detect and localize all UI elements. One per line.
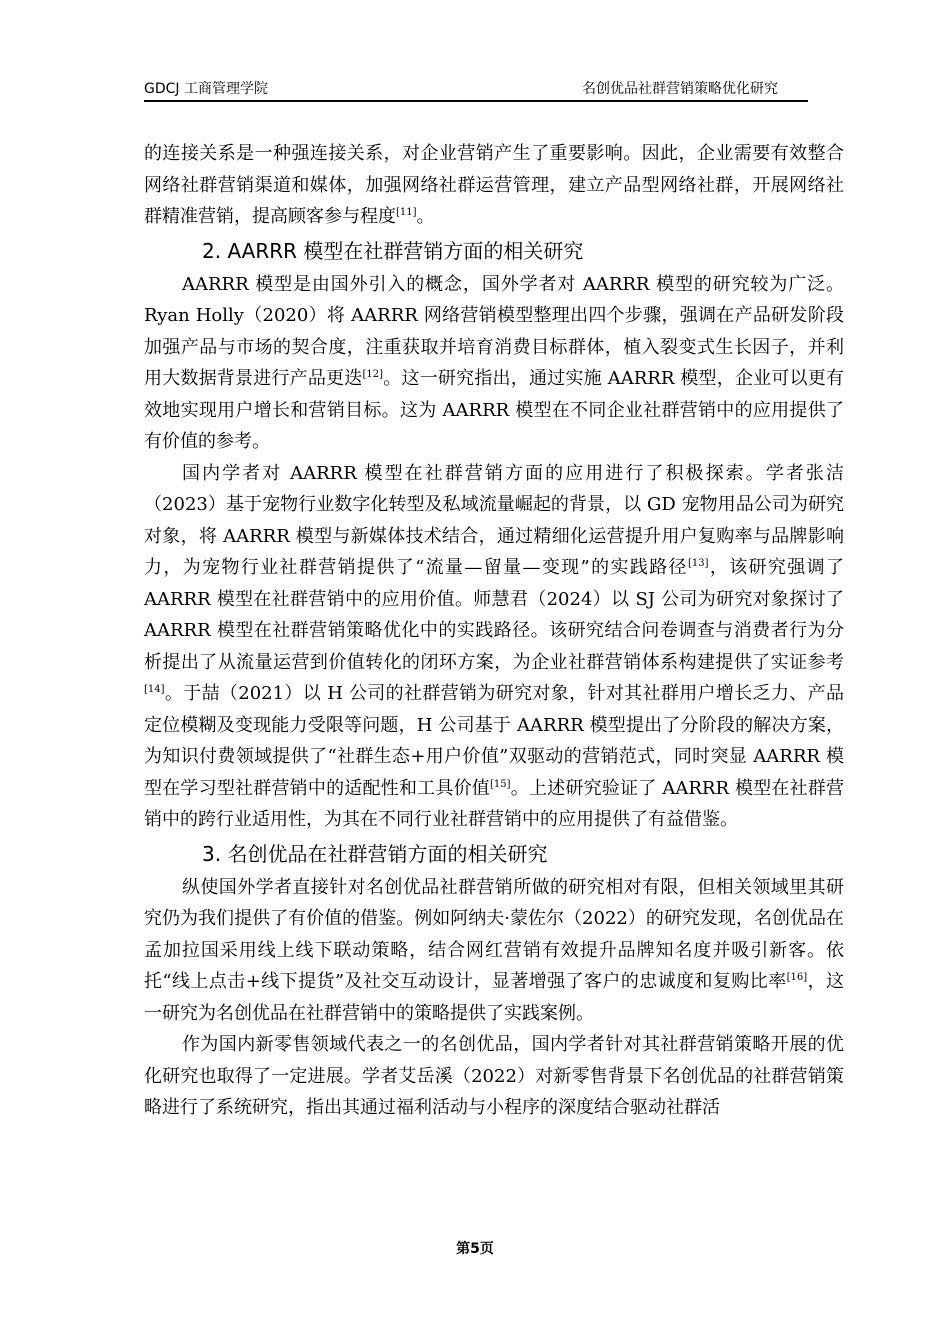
paragraph-aarrr-foreign	[144, 269, 844, 458]
citation: [13]	[687, 558, 709, 569]
paragraph-text: ，这一研究为名创优品在社群营销中的策略提供了实践案例。	[144, 971, 845, 1024]
paragraph-continuation	[144, 138, 844, 233]
paragraph-text: 。上述研究验证了 AARRR 模型在社群营销中的跨行业适用性，为其在不同行业社群营销中的应用提供了有益借鉴。	[144, 777, 844, 830]
paragraph-miniso-foreign	[144, 872, 844, 1030]
section-heading-miniso: 3. 名创优品在社群营销方面的相关研究	[202, 841, 548, 866]
citation: [12]	[362, 369, 384, 380]
header-institution: GDCJ 工商管理学院	[144, 81, 268, 97]
citation: [15]	[490, 778, 511, 790]
paragraph-miniso-domestic	[144, 1029, 844, 1124]
page-body	[144, 138, 844, 1124]
citation: [11]	[396, 207, 417, 218]
paragraph-text: 的连接关系是一种强连接关系，对企业营销产生了重要影响。因此，企业需要有效整合网络社群营销渠道和媒体，加强网络社群运营管理，建立产品型网络社群，开展网络社群精准营销，提高顾客参与程度	[144, 143, 844, 227]
section-heading-aarrr: 2. AARRR 模型在社群营销方面的相关研究	[202, 238, 584, 263]
paragraph-text: ，该研究强调了 AARRR 模型在社群营销中的应用价值。师慧君（2024）以 SJ 公司为研究对象探讨了 AARRR 模型在社群营销策略优化中的实践路径。该研究结合问卷调查与消费者行为分析提出了从流量运营到价值转化的闭环方案，为企业社群营销体系构建提供了实证参考	[144, 557, 845, 673]
page-number: 第5页	[456, 1241, 494, 1257]
page-header	[144, 76, 808, 102]
paragraph-text: AARRR 模型是由国外引入的概念，国外学者对 AARRR 模型的研究较为广泛。 Ryan Holly（2020）将 AARRR 网络营销模型整理出四个步骤，强调在产品研发阶段加强产品与市场的契合度，注重获取并培育消费目标群体，植入裂变式生长因子，并利用大数据背景进行产品更迭	[144, 273, 844, 389]
paragraph-text: 国内学者对 AARRR 模型在社群营销方面的应用进行了积极探索。学者张洁（2023）基于宠物行业数字化转型及私域流量崛起的背景，以 GD 宠物用品公司为研究对象，将 AARRR 模型与新媒体技术结合，通过精细化运营提升用户复购率与品牌影响力，为宠物行业社群营销提供了“流量—留量—变现”的实践路径	[144, 462, 844, 578]
citation: [16]	[786, 972, 808, 983]
paragraph-text: 。这一研究指出，通过实施 AARRR 模型，企业可以更有效地实现用户增长和营销目标。这为 AARRR 模型在不同企业社群营销中的应用提供了有价值的参考。	[144, 368, 844, 452]
paragraph-text: 。	[416, 206, 435, 227]
citation: [14]	[144, 684, 165, 695]
header-title: 名创优品社群营销策略优化研究	[582, 81, 778, 97]
paragraph-aarrr-domestic	[144, 458, 844, 836]
paragraph-text: 作为国内新零售领域代表之一的名创优品，国内学者针对其社群营销策略开展的优化研究也取得了一定进展。学者艾岳溪（2022）对新零售背景下名创优品的社群营销策略进行了系统研究，指出其通过福利活动与小程序的深度结合驱动社群活	[144, 1034, 844, 1118]
paragraph-text: 。于喆（2021）以 H 公司的社群营销为研究对象，针对其社群用户增长乏力、产品定位模糊及变现能力受限等问题，H 公司基于 AARRR 模型提出了分阶段的解决方案，为知识付费领域提供了“社群生态+用户价值”双驱动的营销范式，同时突显 AARRR 模型在学习型社群营销中的适配性和工具价值	[144, 683, 844, 799]
paragraph-text: 纵使国外学者直接针对名创优品社群营销所做的研究相对有限，但相关领域里其研究仍为我们提供了有价值的借鉴。例如阿纳夫·蒙佐尔（2022）的研究发现，名创优品在孟加拉国采用线上线下联动策略，结合网红营销有效提升品牌知名度并吸引新客。依托“线上点击+线下提货”及社交互动设计，显著增强了客户的忠诚度和复购比率	[144, 876, 844, 992]
